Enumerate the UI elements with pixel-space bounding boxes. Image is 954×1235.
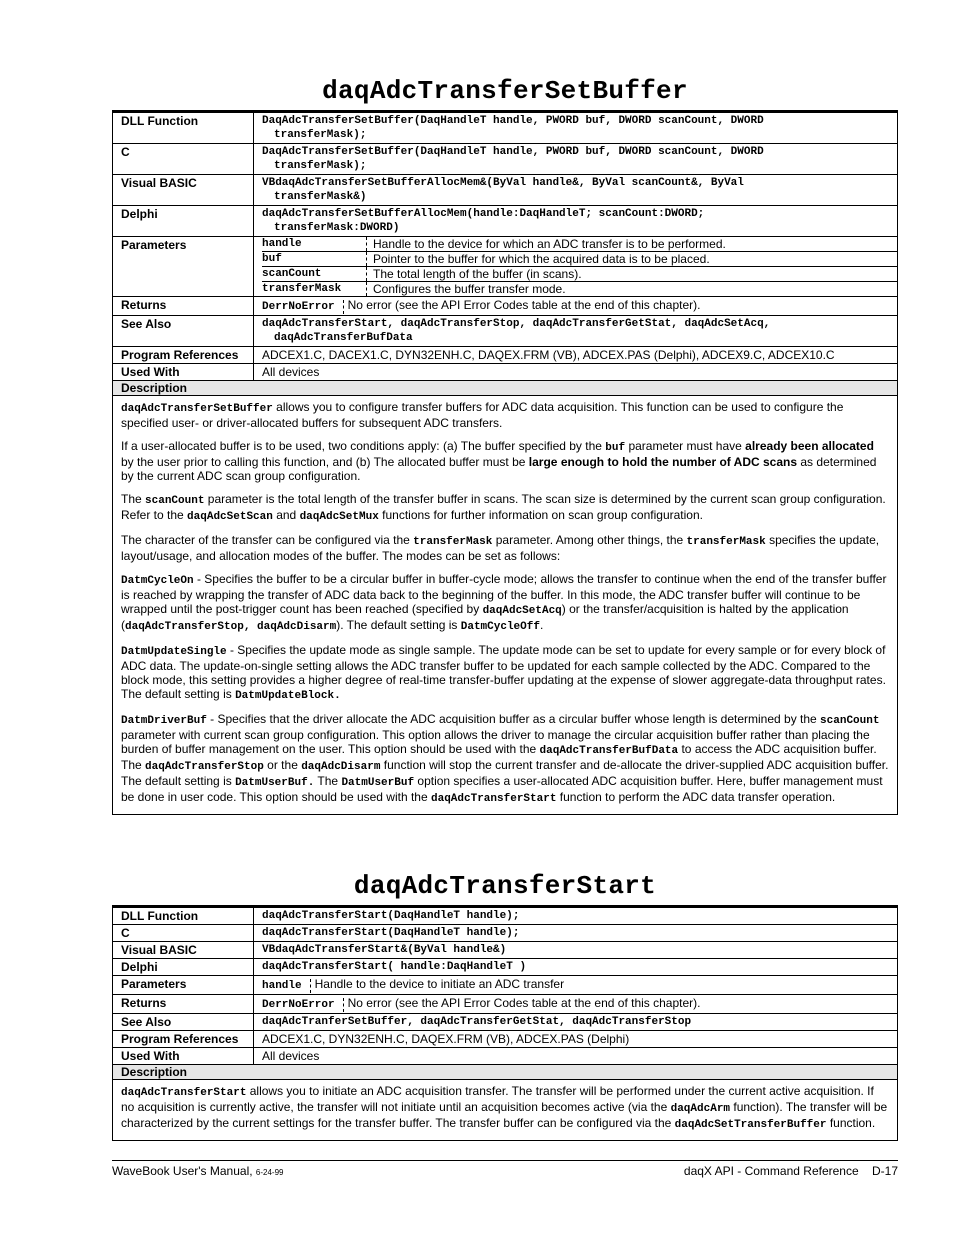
vb-line2: transferMask&)	[274, 191, 367, 203]
param-name: transferMask	[262, 282, 367, 297]
inline-code: DatmCycleOff	[460, 621, 540, 633]
section1-table	[112, 110, 898, 815]
inline-code: daqAdcTransferStop, daqAdcDisarm	[125, 621, 337, 633]
inline-code: daqAdcSetTransferBuffer	[674, 1119, 827, 1131]
c-row	[113, 144, 898, 175]
desc-paragraph	[121, 439, 889, 483]
vb-row	[113, 942, 898, 959]
inline-code: daqAdcTransferSetBuffer	[121, 403, 273, 415]
returns-value	[254, 995, 898, 1014]
usedwith-value: All devices	[254, 364, 898, 381]
desc-text: as determined by the current ADC scan group configuration.	[121, 455, 877, 483]
params-label: Parameters	[113, 237, 254, 297]
vb-row	[113, 175, 898, 206]
desc-text: functions for further information on scan group configuration.	[378, 508, 703, 522]
dll-label: DLL Function	[113, 112, 254, 144]
returns-label: Returns	[113, 995, 254, 1014]
dll-value	[254, 112, 898, 144]
desc-text: parameter. Among other things, the	[492, 533, 687, 547]
inline-code: daqAdcTransferStart	[121, 1087, 247, 1099]
footer-left	[112, 1164, 283, 1178]
inline-code: DatmDriverBuf	[121, 715, 207, 727]
dll-value: daqAdcTransferStart(DaqHandleT handle);	[254, 907, 898, 925]
param-desc: Pointer to the buffer for which the acquired data is to be placed.	[367, 252, 898, 267]
seealso-label: See Also	[113, 316, 254, 347]
description-label: Description	[113, 1065, 898, 1080]
desc-text: - Specifies that the driver allocate the ADC acquisition buffer as a circular buffer whose length is determined by the	[206, 712, 821, 726]
vb-line1: VBdaqAdcTransferSetBufferAllocMem&(ByVal handle&, ByVal scanCount&, ByVal	[262, 177, 744, 189]
c-value: daqAdcTransferStart(DaqHandleT handle);	[254, 925, 898, 942]
inline-code: DatmUserBuf	[341, 777, 415, 789]
desc-text: ) or the transfer/acquisition is halted by the application (	[121, 602, 849, 632]
section1-title: daqAdcTransferSetBuffer	[322, 76, 688, 106]
desc-text: If a user-allocated buffer is to be used, two conditions apply: (a) The buffer specified by the	[121, 439, 606, 453]
desc-paragraph	[121, 712, 889, 806]
desc-text: parameter is the total length of the transfer buffer in scans. The scan size is determined by the current scan group configuration. Refer to the	[121, 492, 886, 522]
param-name: handle	[262, 979, 311, 993]
desc-text: or the	[263, 758, 302, 772]
description-header-row	[113, 381, 898, 396]
usedwith-label: Used With	[113, 1048, 254, 1065]
desc-text: parameter must have	[625, 439, 746, 453]
footer-manual-title: WaveBook User's Manual,	[112, 1164, 256, 1178]
progref-label: Program References	[113, 1031, 254, 1048]
progref-value: ADCEX1.C, DACEX1.C, DYN32ENH.C, DAQEX.FRM (VB), ADCEX.PAS (Delphi), ADCEX9.C, ADCEX10.C	[254, 347, 898, 364]
params-label: Parameters	[113, 976, 254, 995]
desc-text: by the user prior to calling this function, and (b) The allocated buffer must be	[121, 455, 529, 469]
seealso-line2: daqAdcTransferBufData	[274, 332, 413, 344]
delphi-label: Delphi	[113, 206, 254, 237]
inline-code: scanCount	[145, 495, 205, 507]
description-label: Description	[113, 381, 898, 396]
seealso-line1: daqAdcTransferStart, daqAdcTransferStop, daqAdcTransferGetStat, daqAdcSetAcq,	[262, 318, 771, 330]
progref-row	[113, 347, 898, 364]
param-name: scanCount	[262, 267, 367, 282]
param-name: handle	[262, 237, 367, 252]
dll-line2: transferMask);	[274, 129, 367, 141]
description-body	[113, 1080, 898, 1141]
vb-value	[254, 175, 898, 206]
desc-text: and	[272, 508, 300, 522]
c-line2: transferMask);	[274, 160, 367, 172]
desc-paragraph	[121, 1084, 889, 1132]
desc-text: - Specifies the update mode as single sample. The update mode can be set to update for every sample or for every block of ADC data. The update-on-single setting allows the ADC transfer buffer to be updated for each sample collected by the ADC. Compared to the block mode, this setting provides a higher degree of real-time transfer-buffer updating at the expense of slower aggregate-data throughput rates. The default setting is	[121, 643, 886, 701]
desc-text: The character of the transfer can be configured via the	[121, 533, 414, 547]
footer-right: daqX API - Command Reference D-17	[683, 1164, 898, 1178]
param-row	[262, 267, 897, 282]
description-row	[113, 396, 898, 815]
inline-code: buf	[605, 442, 626, 454]
usedwith-label: Used With	[113, 364, 254, 381]
returns-label: Returns	[113, 297, 254, 316]
c-line1: DaqAdcTransferSetBuffer(DaqHandleT handle, PWORD buf, DWORD scanCount, DWORD	[262, 146, 764, 158]
inline-code: daqAdcSetMux	[299, 511, 379, 523]
usedwith-row	[113, 364, 898, 381]
inline-code: daqAdcTransferBufData	[539, 745, 679, 757]
inline-code: DatmUpdateBlock.	[235, 690, 341, 702]
inline-code: transferMask	[413, 536, 493, 548]
desc-text: specifies the update, layout/usage, and allocation modes of the buffer. The modes can be set as follows:	[121, 533, 880, 563]
inline-code: daqAdcTransferStart	[431, 793, 557, 805]
params-value	[254, 976, 898, 995]
returns-code: DerrNoError	[262, 998, 344, 1012]
inline-code: scanCount	[820, 715, 880, 727]
returns-desc: No error (see the API Error Codes table at the end of this chapter).	[347, 996, 701, 1010]
footer-date: 6-24-99	[255, 1168, 284, 1177]
c-label: C	[113, 925, 254, 942]
c-row	[113, 925, 898, 942]
desc-text: - Specifies the buffer to be a circular buffer in buffer-cycle mode; allows the transfer to continue when the end of the transfer buffer is reached by wrapping the transfer of ADC data back to the beginning of the buffer. In this mode, the ADC transfer buffer will continue to be wrapped until the post-trigger count has been reached (specified by	[121, 572, 887, 616]
description-row	[113, 1080, 898, 1141]
params-table	[262, 237, 897, 296]
delphi-row	[113, 206, 898, 237]
desc-text: .	[539, 618, 544, 632]
desc-paragraph	[121, 533, 889, 563]
footer-rule	[112, 1160, 898, 1161]
inline-code: daqAdcDisarm	[301, 761, 381, 773]
inline-code: transferMask	[686, 536, 766, 548]
param-row	[262, 252, 897, 267]
vb-label: Visual BASIC	[113, 175, 254, 206]
section2-title: daqAdcTransferStart	[353, 871, 657, 901]
seealso-row	[113, 316, 898, 347]
inline-code: DatmUserBuf.	[235, 777, 315, 789]
desc-text: to access the ADC acquisition buffer. The	[121, 742, 877, 772]
vb-label: Visual BASIC	[113, 942, 254, 959]
delphi-value	[254, 206, 898, 237]
param-row	[262, 282, 897, 297]
description-header-row	[113, 1065, 898, 1080]
params-value	[254, 237, 898, 297]
desc-text: The	[121, 492, 146, 506]
dll-label: DLL Function	[113, 907, 254, 925]
desc-text: parameter with current scan group configuration. This option allows the driver to manage the circular acquisition buffer rather than placing the burden of buffer management on the user. This option should be used with the	[121, 728, 870, 756]
desc-text: allows you to initiate an ADC acquisition transfer. The transfer will be performed under the current active acquisition. If no acquisition is currently active, the transfer will not initiate until an acquisition becomes active (via the	[121, 1084, 874, 1114]
delphi-value: daqAdcTransferStart( handle:DaqHandleT )	[254, 959, 898, 976]
progref-label: Program References	[113, 347, 254, 364]
desc-bold: already been allocated	[745, 439, 874, 453]
c-value	[254, 144, 898, 175]
param-desc: Handle to the device to initiate an ADC transfer	[314, 977, 565, 991]
desc-bold: large enough to hold the number of ADC scans	[528, 455, 798, 469]
delphi-row	[113, 959, 898, 976]
desc-paragraph	[121, 572, 889, 634]
param-row	[262, 237, 897, 252]
desc-paragraph	[121, 643, 889, 703]
desc-text: option specifies a user-allocated ADC acquisition buffer. Here, buffer management must be done in user code. This option should be used with the	[121, 774, 883, 804]
progref-value: ADCEX1.C, DYN32ENH.C, DAQEX.FRM (VB), ADCEX.PAS (Delphi)	[254, 1031, 898, 1048]
desc-text: The	[314, 774, 342, 788]
usedwith-row	[113, 1048, 898, 1065]
desc-paragraph	[121, 400, 889, 430]
description-body	[113, 396, 898, 815]
returns-value	[254, 297, 898, 316]
returns-desc: No error (see the API Error Codes table at the end of this chapter).	[347, 298, 701, 312]
vb-value: VBdaqAdcTransferStart&(ByVal handle&)	[254, 942, 898, 959]
inline-code: daqAdcSetScan	[187, 511, 273, 523]
dll-row	[113, 112, 898, 144]
desc-text: function to perform the ADC data transfer operation.	[556, 790, 836, 804]
desc-text: function). The transfer will be characterized by the current settings for the transfer buffer. The transfer buffer can be configured via the	[121, 1100, 888, 1130]
params-row	[113, 237, 898, 297]
param-desc: Handle to the device for which an ADC transfer is to be performed.	[373, 237, 726, 251]
desc-text: function.	[826, 1116, 876, 1130]
param-desc: The total length of the buffer (in scans).	[367, 267, 898, 282]
desc-paragraph	[121, 492, 889, 524]
desc-text: function will stop the current transfer and de-allocate the driver-supplied ADC acquisition buffer. The default setting is	[121, 758, 889, 788]
seealso-value: daqAdcTranferSetBuffer, daqAdcTransferGetStat, daqAdcTransferStop	[254, 1014, 898, 1031]
inline-code: daqAdcArm	[670, 1103, 731, 1115]
inline-code: DatmCycleOn	[121, 575, 194, 587]
dll-line1: DaqAdcTransferSetBuffer(DaqHandleT handle, PWORD buf, DWORD scanCount, DWORD	[262, 115, 764, 127]
delphi-label: Delphi	[113, 959, 254, 976]
seealso-value	[254, 316, 898, 347]
seealso-label: See Also	[113, 1014, 254, 1031]
c-label: C	[113, 144, 254, 175]
seealso-row	[113, 1014, 898, 1031]
returns-row	[113, 995, 898, 1014]
returns-code: DerrNoError	[262, 300, 344, 314]
param-name: buf	[262, 252, 367, 267]
param-desc: Configures the buffer transfer mode.	[367, 282, 898, 297]
inline-code: daqAdcTransferStop	[145, 761, 264, 773]
usedwith-value: All devices	[254, 1048, 898, 1065]
inline-code: DatmUpdateSingle	[121, 646, 227, 658]
returns-row	[113, 297, 898, 316]
section2-table	[112, 905, 898, 1141]
desc-text: allows you to configure transfer buffers for ADC data acquisition. This function can be used to configure the specified user- or driver-allocated buffers for subsequent ADC transfers.	[121, 400, 844, 430]
progref-row	[113, 1031, 898, 1048]
params-row	[113, 976, 898, 995]
delphi-line1: daqAdcTransferSetBufferAllocMem(handle:DaqHandleT; scanCount:DWORD;	[262, 208, 705, 220]
inline-code: daqAdcSetAcq	[482, 605, 562, 617]
dll-row	[113, 907, 898, 925]
desc-text: ). The default setting is	[336, 618, 461, 632]
delphi-line2: transferMask:DWORD)	[274, 222, 400, 234]
